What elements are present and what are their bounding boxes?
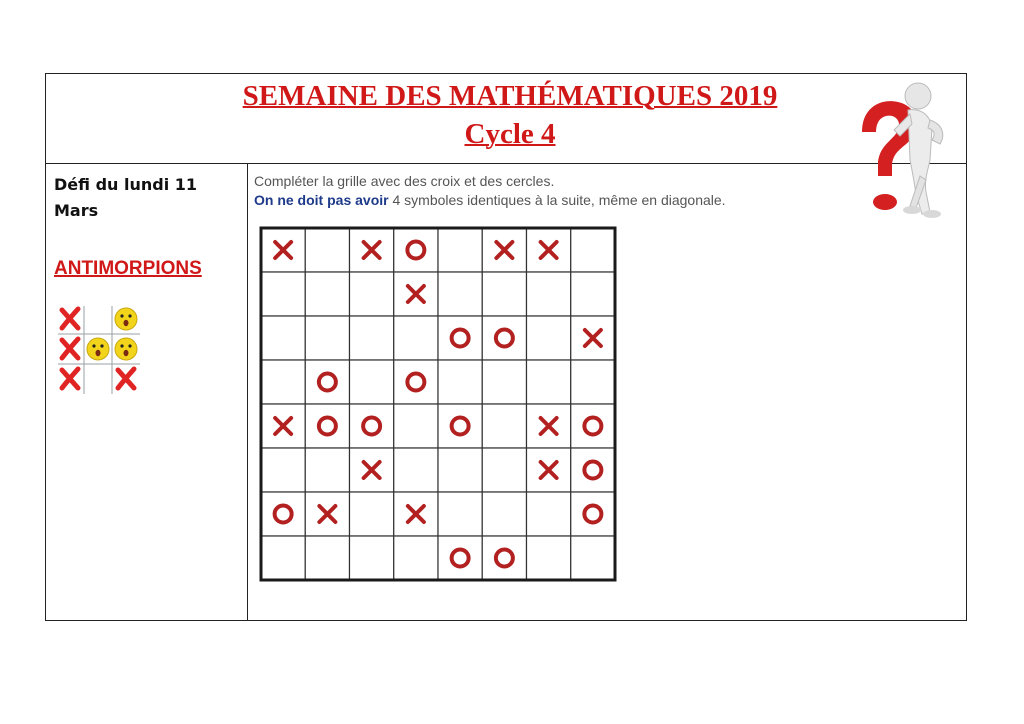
grid-cell[interactable] xyxy=(394,536,438,580)
grid-cell[interactable] xyxy=(394,228,438,272)
mini-cross-icon xyxy=(62,309,78,328)
grid-cell[interactable] xyxy=(305,448,349,492)
grid-cell[interactable] xyxy=(305,228,349,272)
page-title: SEMAINE DES MATHÉMATIQUES 2019 xyxy=(242,80,778,112)
game-name: ANTIMORPIONS xyxy=(54,258,202,279)
grid-cell[interactable] xyxy=(350,360,394,404)
grid-cell[interactable] xyxy=(438,360,482,404)
grid-cell[interactable] xyxy=(527,536,571,580)
mini-tictactoe-illustration xyxy=(56,304,142,396)
grid-cell[interactable] xyxy=(350,272,394,316)
grid-cell[interactable] xyxy=(527,316,571,360)
grid-cell[interactable] xyxy=(438,316,482,360)
grid-cell[interactable] xyxy=(571,272,615,316)
grid-cell[interactable] xyxy=(571,492,615,536)
grid-cell[interactable] xyxy=(261,536,305,580)
grid-cell[interactable] xyxy=(527,360,571,404)
antimorpion-grid xyxy=(259,226,617,582)
grid-cell[interactable] xyxy=(261,448,305,492)
grid-cell[interactable] xyxy=(571,448,615,492)
instruction-rest: 4 symboles identiques à la suite, même en diagonale. xyxy=(388,192,726,208)
surprised-face-icon xyxy=(115,338,137,360)
surprised-face-icon xyxy=(87,338,109,360)
grid-cell[interactable] xyxy=(438,228,482,272)
grid-cell[interactable] xyxy=(394,404,438,448)
grid-cell[interactable] xyxy=(261,492,305,536)
grid-cell[interactable] xyxy=(261,360,305,404)
grid-cell[interactable] xyxy=(305,272,349,316)
grid-cell[interactable] xyxy=(261,316,305,360)
grid-cell[interactable] xyxy=(527,272,571,316)
grid-cell[interactable] xyxy=(394,360,438,404)
grid-cell[interactable] xyxy=(571,228,615,272)
grid-cell[interactable] xyxy=(571,360,615,404)
grid-cell[interactable] xyxy=(350,536,394,580)
grid-cell[interactable] xyxy=(305,404,349,448)
instruction-line-2 xyxy=(254,192,726,208)
grid-cell[interactable] xyxy=(350,492,394,536)
instruction-line-1: Compléter la grille avec des croix et des cercles. xyxy=(254,173,555,189)
cycle-subtitle: Cycle 4 xyxy=(464,118,556,150)
grid-cell[interactable] xyxy=(305,316,349,360)
grid-cell[interactable] xyxy=(350,316,394,360)
grid-cell[interactable] xyxy=(305,360,349,404)
date-label: Défi du lundi 11 Mars xyxy=(54,175,198,220)
grid-cell[interactable] xyxy=(482,492,526,536)
grid-cell[interactable] xyxy=(571,536,615,580)
grid-cell[interactable] xyxy=(350,404,394,448)
grid-cell[interactable] xyxy=(438,404,482,448)
instruction-emphasis: On ne doit pas avoir xyxy=(254,192,389,208)
grid-cell[interactable] xyxy=(482,316,526,360)
grid-cell[interactable] xyxy=(305,536,349,580)
grid-cell[interactable] xyxy=(482,272,526,316)
question-mark-figure-icon xyxy=(850,80,960,220)
grid-cell[interactable] xyxy=(438,492,482,536)
grid-cell[interactable] xyxy=(482,448,526,492)
grid-cell[interactable] xyxy=(482,404,526,448)
grid-cell[interactable] xyxy=(438,536,482,580)
grid-cell[interactable] xyxy=(394,316,438,360)
grid-cell[interactable] xyxy=(527,492,571,536)
surprised-face-icon xyxy=(115,308,137,330)
grid-cell[interactable] xyxy=(394,448,438,492)
mini-cross-icon xyxy=(118,369,134,388)
grid-cell[interactable] xyxy=(571,404,615,448)
grid-cell[interactable] xyxy=(482,360,526,404)
grid-cell[interactable] xyxy=(482,536,526,580)
grid-cell[interactable] xyxy=(438,272,482,316)
grid-cell[interactable] xyxy=(261,272,305,316)
mini-cross-icon xyxy=(62,369,78,388)
column-divider xyxy=(247,163,248,621)
header-divider xyxy=(45,163,967,164)
grid-cell[interactable] xyxy=(438,448,482,492)
mini-cross-icon xyxy=(62,339,78,358)
